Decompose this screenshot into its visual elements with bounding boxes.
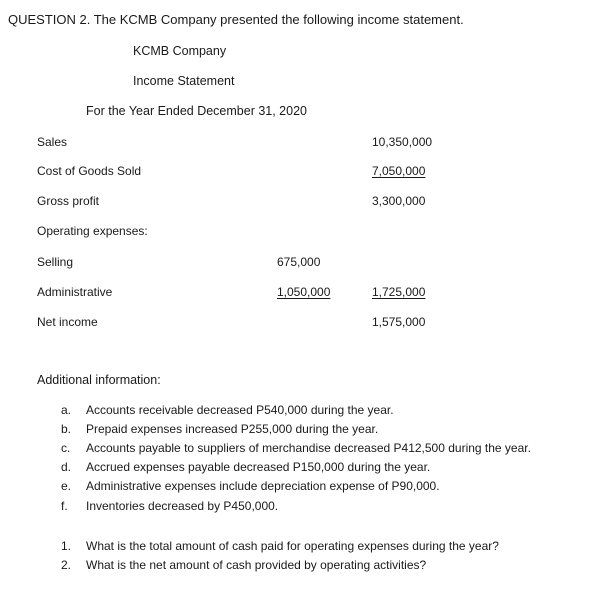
additional-item	[61, 479, 591, 497]
question-marker: 1.	[61, 539, 72, 553]
statement-period: For the Year Ended December 31, 2020	[86, 104, 307, 118]
row-amount-administrative-total: 1,725,000	[372, 285, 426, 299]
statement-name: Income Statement	[133, 74, 235, 88]
row-label-cogs: Cost of Goods Sold	[37, 164, 142, 178]
row-label-administrative: Administrative	[37, 285, 113, 299]
question-title: QUESTION 2. The KCMB Company presented the following income statement.	[8, 12, 464, 27]
item-marker: b.	[61, 422, 72, 436]
item-text: Accrued expenses payable decreased P150,000 during the year.	[86, 460, 431, 474]
row-amount-gross-profit: 3,300,000	[372, 194, 426, 208]
additional-heading: Additional information:	[37, 373, 161, 387]
question-text: What is the net amount of cash provided by operating activities?	[86, 558, 427, 572]
item-text: Prepaid expenses increased P255,000 during the year.	[86, 422, 379, 436]
row-amount-cogs: 7,050,000	[372, 164, 426, 178]
row-amount-sales: 10,350,000	[372, 135, 433, 149]
row-label-net-income: Net income	[37, 315, 98, 329]
additional-item	[61, 403, 591, 421]
row-label-sales: Sales	[37, 135, 68, 149]
item-text: Accounts receivable decreased P540,000 during the year.	[86, 403, 394, 417]
question-text: What is the total amount of cash paid for operating expenses during the year?	[86, 539, 499, 553]
item-marker: f.	[61, 499, 68, 513]
additional-item	[61, 422, 591, 440]
row-label-operating-expenses: Operating expenses:	[37, 224, 148, 238]
item-text: Accounts payable to suppliers of merchandise decreased P412,500 during the year.	[86, 441, 531, 455]
item-marker: e.	[61, 479, 72, 493]
additional-item	[61, 499, 591, 517]
additional-item	[61, 460, 591, 478]
question-marker: 2.	[61, 558, 72, 572]
row-label-gross-profit: Gross profit	[37, 194, 100, 208]
row-label-selling: Selling	[37, 255, 74, 269]
row-mid-selling: 675,000	[277, 255, 321, 269]
item-marker: d.	[61, 460, 72, 474]
statement-company: KCMB Company	[133, 44, 227, 58]
item-marker: c.	[61, 441, 71, 455]
row-mid-administrative: 1,050,000	[277, 285, 331, 299]
additional-item	[61, 441, 591, 459]
item-text: Inventories decreased by P450,000.	[86, 499, 279, 513]
item-marker: a.	[61, 403, 72, 417]
question-item	[61, 558, 591, 576]
row-amount-net-income: 1,575,000	[372, 315, 426, 329]
question-item	[61, 539, 591, 557]
item-text: Administrative expenses include depreciation expense of P90,000.	[86, 479, 440, 493]
